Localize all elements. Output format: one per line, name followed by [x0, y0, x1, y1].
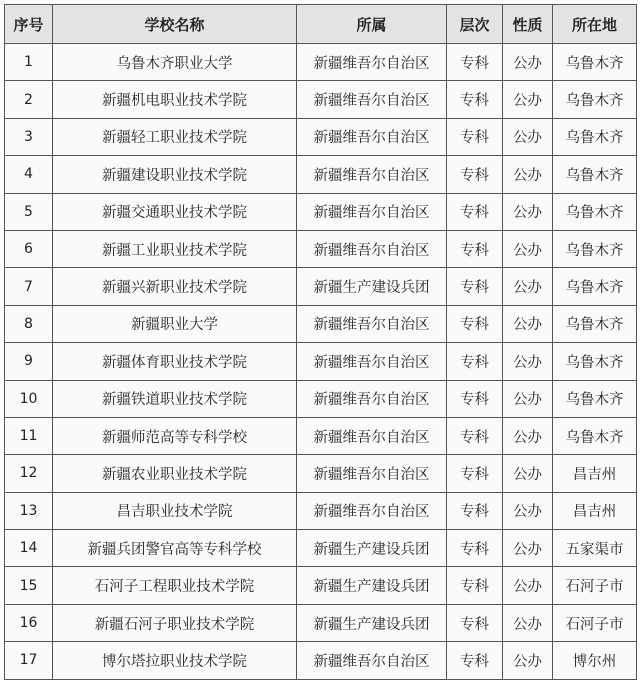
- cell-location: 昌吉州: [553, 492, 637, 529]
- cell-location: 乌鲁木齐: [553, 81, 637, 118]
- cell-level: 专科: [447, 530, 503, 567]
- table-row: [5, 380, 637, 417]
- cell-nature: 公办: [503, 44, 553, 81]
- table-body: [5, 44, 637, 680]
- cell-location: 乌鲁木齐: [553, 230, 637, 267]
- table-row: [5, 417, 637, 454]
- cell-nature: 公办: [503, 81, 553, 118]
- cell-school-name: 新疆建设职业技术学院: [53, 156, 297, 193]
- cell-level: 专科: [447, 193, 503, 230]
- cell-school-name: 新疆师范高等专科学校: [53, 417, 297, 454]
- cell-level: 专科: [447, 492, 503, 529]
- cell-location: 博尔州: [553, 642, 637, 679]
- cell-school-name: 石河子工程职业技术学院: [53, 567, 297, 604]
- header-school-name: 学校名称: [53, 5, 297, 44]
- cell-nature: 公办: [503, 642, 553, 679]
- cell-affiliation: 新疆生产建设兵团: [297, 268, 447, 305]
- cell-level: 专科: [447, 44, 503, 81]
- cell-seq: 6: [5, 230, 53, 267]
- cell-affiliation: 新疆维吾尔自治区: [297, 81, 447, 118]
- cell-seq: 17: [5, 642, 53, 679]
- table-header-row: [5, 5, 637, 44]
- cell-school-name: 新疆兴新职业技术学院: [53, 268, 297, 305]
- cell-level: 专科: [447, 380, 503, 417]
- cell-location: 乌鲁木齐: [553, 118, 637, 155]
- cell-school-name: 博尔塔拉职业技术学院: [53, 642, 297, 679]
- cell-seq: 9: [5, 343, 53, 380]
- cell-level: 专科: [447, 305, 503, 342]
- cell-seq: 5: [5, 193, 53, 230]
- cell-location: 乌鲁木齐: [553, 193, 637, 230]
- cell-location: 乌鲁木齐: [553, 44, 637, 81]
- cell-nature: 公办: [503, 193, 553, 230]
- cell-location: 乌鲁木齐: [553, 343, 637, 380]
- cell-affiliation: 新疆维吾尔自治区: [297, 492, 447, 529]
- cell-location: 昌吉州: [553, 455, 637, 492]
- cell-affiliation: 新疆维吾尔自治区: [297, 343, 447, 380]
- cell-level: 专科: [447, 156, 503, 193]
- cell-school-name: 新疆农业职业技术学院: [53, 455, 297, 492]
- cell-location: 石河子市: [553, 567, 637, 604]
- table-row: [5, 44, 637, 81]
- cell-seq: 12: [5, 455, 53, 492]
- table-row: [5, 268, 637, 305]
- table-row: [5, 193, 637, 230]
- table-row: [5, 230, 637, 267]
- cell-location: 乌鲁木齐: [553, 380, 637, 417]
- cell-affiliation: 新疆维吾尔自治区: [297, 156, 447, 193]
- cell-seq: 14: [5, 530, 53, 567]
- header-nature: 性质: [503, 5, 553, 44]
- cell-nature: 公办: [503, 156, 553, 193]
- cell-seq: 16: [5, 604, 53, 641]
- cell-affiliation: 新疆维吾尔自治区: [297, 118, 447, 155]
- cell-seq: 11: [5, 417, 53, 454]
- cell-seq: 8: [5, 305, 53, 342]
- cell-seq: 15: [5, 567, 53, 604]
- cell-school-name: 新疆职业大学: [53, 305, 297, 342]
- cell-affiliation: 新疆维吾尔自治区: [297, 417, 447, 454]
- cell-seq: 13: [5, 492, 53, 529]
- cell-affiliation: 新疆维吾尔自治区: [297, 305, 447, 342]
- cell-location: 五家渠市: [553, 530, 637, 567]
- table-row: [5, 492, 637, 529]
- cell-nature: 公办: [503, 455, 553, 492]
- cell-school-name: 新疆体育职业技术学院: [53, 343, 297, 380]
- cell-affiliation: 新疆维吾尔自治区: [297, 642, 447, 679]
- cell-affiliation: 新疆维吾尔自治区: [297, 44, 447, 81]
- cell-level: 专科: [447, 455, 503, 492]
- table-row: [5, 81, 637, 118]
- cell-level: 专科: [447, 567, 503, 604]
- cell-nature: 公办: [503, 604, 553, 641]
- table-row: [5, 305, 637, 342]
- cell-seq: 3: [5, 118, 53, 155]
- cell-location: 乌鲁木齐: [553, 305, 637, 342]
- cell-level: 专科: [447, 81, 503, 118]
- header-seq: 序号: [5, 5, 53, 44]
- cell-nature: 公办: [503, 343, 553, 380]
- cell-nature: 公办: [503, 530, 553, 567]
- cell-level: 专科: [447, 642, 503, 679]
- table-row: [5, 118, 637, 155]
- cell-school-name: 新疆机电职业技术学院: [53, 81, 297, 118]
- cell-nature: 公办: [503, 305, 553, 342]
- cell-school-name: 新疆兵团警官高等专科学校: [53, 530, 297, 567]
- cell-seq: 7: [5, 268, 53, 305]
- cell-nature: 公办: [503, 417, 553, 454]
- cell-level: 专科: [447, 417, 503, 454]
- cell-level: 专科: [447, 343, 503, 380]
- table-row: [5, 455, 637, 492]
- header-level: 层次: [447, 5, 503, 44]
- cell-seq: 1: [5, 44, 53, 81]
- cell-affiliation: 新疆维吾尔自治区: [297, 193, 447, 230]
- cell-affiliation: 新疆维吾尔自治区: [297, 455, 447, 492]
- cell-location: 乌鲁木齐: [553, 156, 637, 193]
- cell-school-name: 新疆工业职业技术学院: [53, 230, 297, 267]
- cell-seq: 4: [5, 156, 53, 193]
- cell-nature: 公办: [503, 268, 553, 305]
- cell-location: 石河子市: [553, 604, 637, 641]
- cell-affiliation: 新疆生产建设兵团: [297, 567, 447, 604]
- cell-nature: 公办: [503, 380, 553, 417]
- cell-nature: 公办: [503, 230, 553, 267]
- cell-school-name: 乌鲁木齐职业大学: [53, 44, 297, 81]
- table-row: [5, 567, 637, 604]
- cell-nature: 公办: [503, 118, 553, 155]
- cell-location: 乌鲁木齐: [553, 417, 637, 454]
- header-location: 所在地: [553, 5, 637, 44]
- table-row: [5, 343, 637, 380]
- cell-nature: 公办: [503, 567, 553, 604]
- cell-school-name: 新疆铁道职业技术学院: [53, 380, 297, 417]
- cell-level: 专科: [447, 268, 503, 305]
- cell-affiliation: 新疆维吾尔自治区: [297, 230, 447, 267]
- cell-affiliation: 新疆生产建设兵团: [297, 530, 447, 567]
- cell-school-name: 新疆交通职业技术学院: [53, 193, 297, 230]
- cell-level: 专科: [447, 118, 503, 155]
- header-affiliation: 所属: [297, 5, 447, 44]
- cell-level: 专科: [447, 604, 503, 641]
- cell-affiliation: 新疆生产建设兵团: [297, 604, 447, 641]
- cell-school-name: 新疆轻工职业技术学院: [53, 118, 297, 155]
- table-row: [5, 642, 637, 679]
- schools-table: [4, 4, 637, 680]
- cell-seq: 2: [5, 81, 53, 118]
- cell-affiliation: 新疆维吾尔自治区: [297, 380, 447, 417]
- table-row: [5, 156, 637, 193]
- table-row: [5, 604, 637, 641]
- cell-nature: 公办: [503, 492, 553, 529]
- cell-location: 乌鲁木齐: [553, 268, 637, 305]
- cell-school-name: 昌吉职业技术学院: [53, 492, 297, 529]
- cell-seq: 10: [5, 380, 53, 417]
- cell-level: 专科: [447, 230, 503, 267]
- cell-school-name: 新疆石河子职业技术学院: [53, 604, 297, 641]
- table-row: [5, 530, 637, 567]
